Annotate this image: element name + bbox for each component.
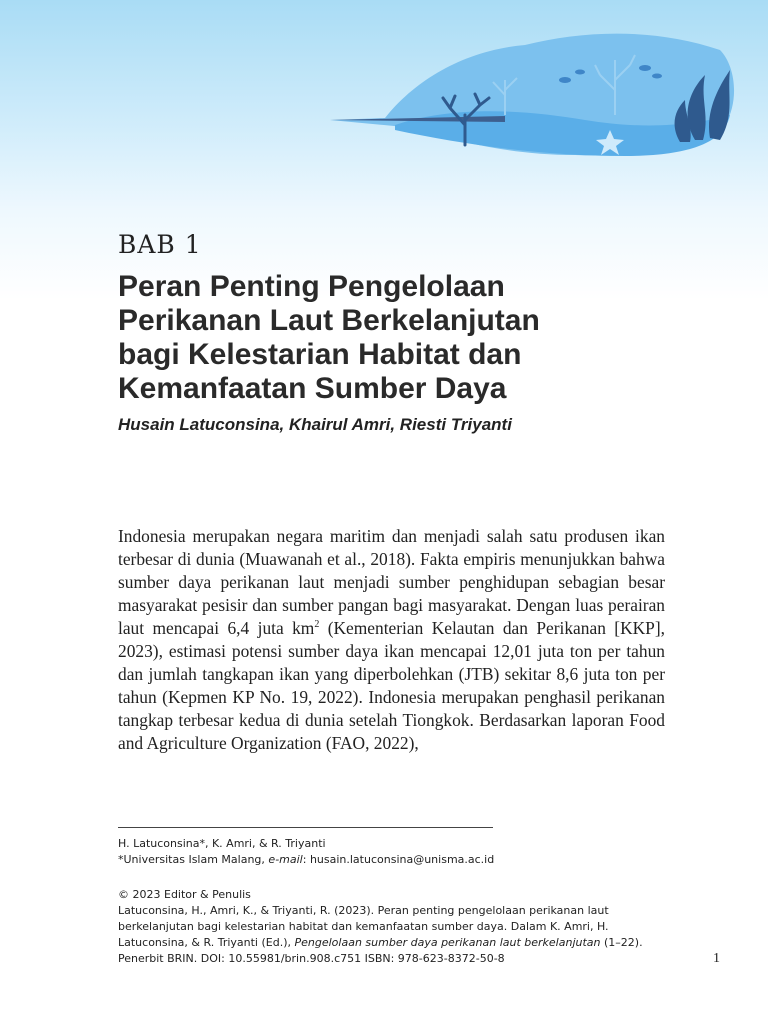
email-label: e-mail: [268, 853, 303, 866]
ocean-banner-illustration: [325, 20, 745, 160]
chapter-authors: Husain Latuconsina, Khairul Amri, Riesti Triyanti: [118, 415, 512, 434]
copyright-line: © 2023 Editor & Penulis: [118, 888, 251, 901]
footnote-divider: [118, 827, 493, 828]
chapter-title-line: Perikanan Laut Berkelanjutan: [118, 304, 540, 337]
body-text-part: Indonesia merupakan negara maritim dan menjadi salah satu produsen ikan terbesar di dunia (Muawanah et al., 2018). Fakta empiris menunjukkan bahwa sumber daya perikanan laut menjadi sumber penghidupan sebagian besar masyarakat pesisir dan sumber pangan bagi masyarakat. Dengan luas perairan laut mencapai 6,4 juta km: [118, 526, 665, 638]
affiliation-text: *Universitas Islam Malang,: [118, 853, 269, 866]
email-address: husain.latuconsina@unisma.ac.id: [309, 853, 495, 866]
chapter-title-line: bagi Kelestarian Habitat dan: [118, 338, 522, 371]
chapter-title-line: Kemanfaatan Sumber Daya: [118, 372, 507, 405]
page-number: 1: [713, 951, 720, 966]
body-text-part: (Kementerian Kelautan dan Perikanan [KKP], 2023), estimasi potensi sumber daya ikan mencapai 12,01 juta ton per tahun dan jumlah tangkapan ikan yang diperbolehkan (JTB) sekitar 8,6 juta ton per tahun (Kepmen KP No. 19, 2022). Indonesia merupakan penghasil perikanan tangkap terbesar kedua di dunia setelah Tiongkok. Berdasarkan laporan Food and Agriculture Organization (FAO, 2022),: [118, 618, 665, 753]
chapter-title: [118, 270, 698, 406]
citation-part: (1–22). Penerbit BRIN. DOI: 10.55981/brin.908.c751 ISBN: 978-623-8372-50-8: [118, 936, 643, 965]
footnote-authors: H. Latuconsina*, K. Amri, & R. Triyanti: [118, 837, 326, 850]
author-footnote: [118, 836, 658, 868]
citation-book-title: Pengelolaan sumber daya perikanan laut berkelanjutan: [294, 936, 601, 949]
citation-text: [118, 903, 658, 967]
body-paragraph: [118, 525, 665, 755]
footnote-affiliation: [118, 852, 658, 868]
citation-part: Latuconsina, H., Amri, K., & Triyanti, R. (2023). Peran penting pengelolaan perikanan laut berkelanjutan bagi kelestarian habitat dan kemanfaatan sumber daya. Dalam K. Amri, H. Latuconsina, & R. Triyanti (Ed.),: [118, 904, 609, 949]
chapter-label: BAB 1: [118, 230, 202, 259]
chapter-title-line: Peran Penting Pengelolaan: [118, 270, 505, 303]
email-separator: :: [302, 853, 310, 866]
superscript-exponent: 2: [314, 619, 320, 631]
copyright-footnote: [118, 887, 658, 967]
